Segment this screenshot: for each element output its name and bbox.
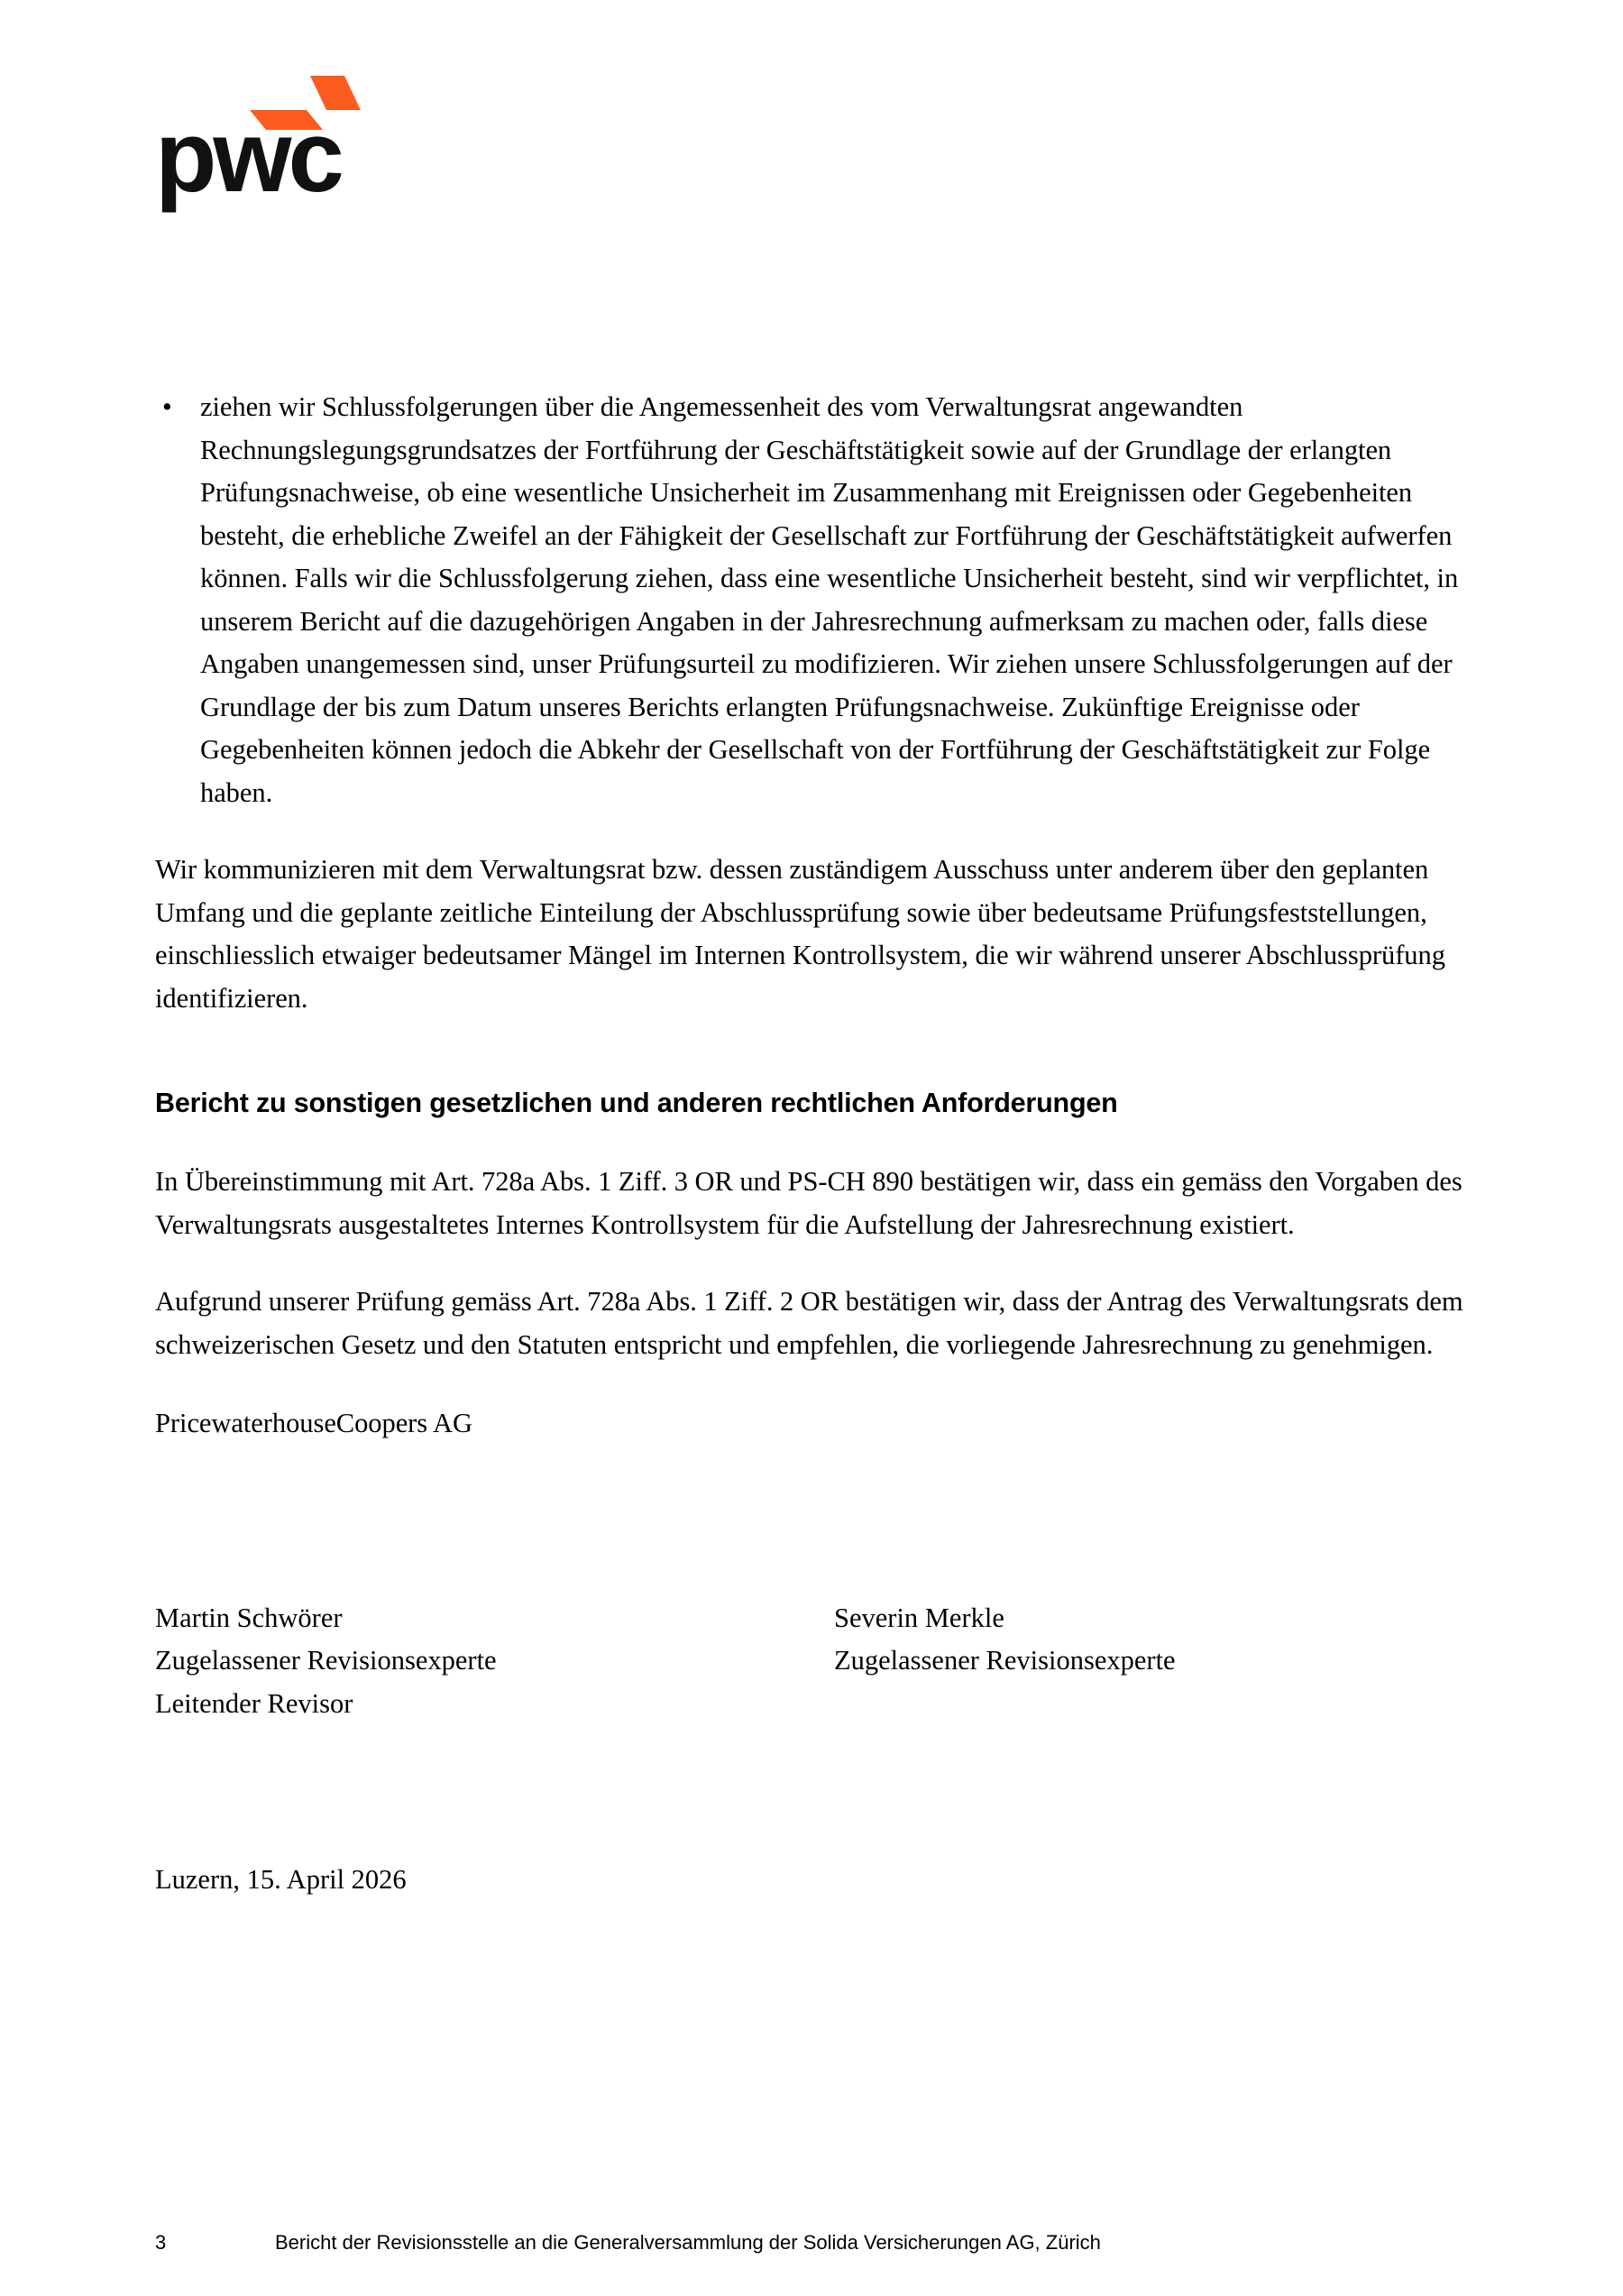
paragraph-internal-control-system: In Übereinstimmung mit Art. 728a Abs. 1 Ziff. 3 OR und PS-CH 890 bestätigen wir, dass ein gemäss den Vorgaben des Verwaltungsrats ausgestaltetes Internes Kontrollsystem für die Aufstellung der Jahresrechnung existiert. — [155, 1166, 1463, 1240]
signatory-title-right: Zugelassener Revisionsexperte — [834, 1645, 1176, 1676]
date-line: Luzern, 15. April 2026 — [155, 1863, 407, 1895]
signatory-name-right: Severin Merkle — [834, 1602, 1004, 1633]
signatory-name-left: Martin Schwörer — [155, 1602, 343, 1633]
page-footer — [155, 2229, 1508, 2256]
firm-name: PricewaterhouseCoopers AG — [155, 1408, 472, 1438]
section-heading-wrap — [155, 1085, 1500, 1121]
logo-wordmark: pwc — [155, 100, 341, 213]
footer-page-number: 3 — [155, 2231, 167, 2254]
paragraph-recommendation: Aufgrund unserer Prüfung gemäss Art. 728a Abs. 1 Ziff. 2 OR bestätigen wir, dass der Antrag des Verwaltungsrats dem schweizerischen Gesetz und den Statuten entspricht und empfehlen, die vorliegende Jahresrechnung zu genehmigen. — [155, 1286, 1463, 1360]
paragraph-communication: Wir kommunizieren mit dem Verwaltungsrat bzw. dessen zuständigem Ausschuss unter anderem über den geplanten Umfang und die geplante zeitliche Einteilung der Abschlussprüfung sowie über bedeutsame Prüfungsfeststellungen, einschliesslich etwaiger bedeutsamer Mängel im Internen Kontrollsystem, die wir während unserer Abschlussprüfung identifizieren. — [155, 854, 1445, 1014]
signatory-title-left: Zugelassener Revisionsexperte — [155, 1645, 497, 1676]
footer-title: Bericht der Revisionsstelle an die Generalversammlung der Solida Versicherungen AG, Zürich — [275, 2231, 1101, 2254]
document-body — [155, 386, 1500, 1895]
section-heading: Bericht zu sonstigen gesetzlichen und anderen rechtlichen Anforderungen — [155, 1088, 1118, 1118]
list-item: • ziehen wir Schlussfolgerungen über die Angemessenheit des vom Verwaltungsrat angewandten Rechnungslegungsgrundsatzes der Fortführung der Geschäftstätigkeit sowie auf der Grundlage der erlangten Prüfungsnachweise, ob eine wesentliche Unsicherheit im Zusammenhang mit Ereignissen oder Gegebenheiten besteht, die erhebliche Zweifel an der Fähigkeit der Gesellschaft zur Fortführung der Geschäftstätigkeit aufwerfen können. Falls wir die Schlussfolgerung ziehen, dass eine wesentliche Unsicherheit besteht, sind wir verpflichtet, in unserem Bericht auf die dazugehörigen Angaben in der Jahresrechnung aufmerksam zu machen oder, falls diese Angaben unangemessen sind, unser Prüfungsurteil zu modifizieren. Wir ziehen unsere Schlussfolgerungen auf der Grundlage der bis zum Datum unseres Berichts erlangten Prüfungsnachweise. Zukünftige Ereignisse oder Gegebenheiten können jedoch die Abkehr der Gesellschaft von der Fortführung der Geschäftstätigkeit zur Folge haben. — [155, 386, 1500, 814]
signature-column-left — [155, 1597, 732, 1726]
pwc-logo — [155, 56, 417, 236]
signatory-role-left: Leitender Revisor — [155, 1687, 353, 1719]
bullet-list — [155, 386, 1500, 814]
signature-column-right — [834, 1597, 1411, 1683]
